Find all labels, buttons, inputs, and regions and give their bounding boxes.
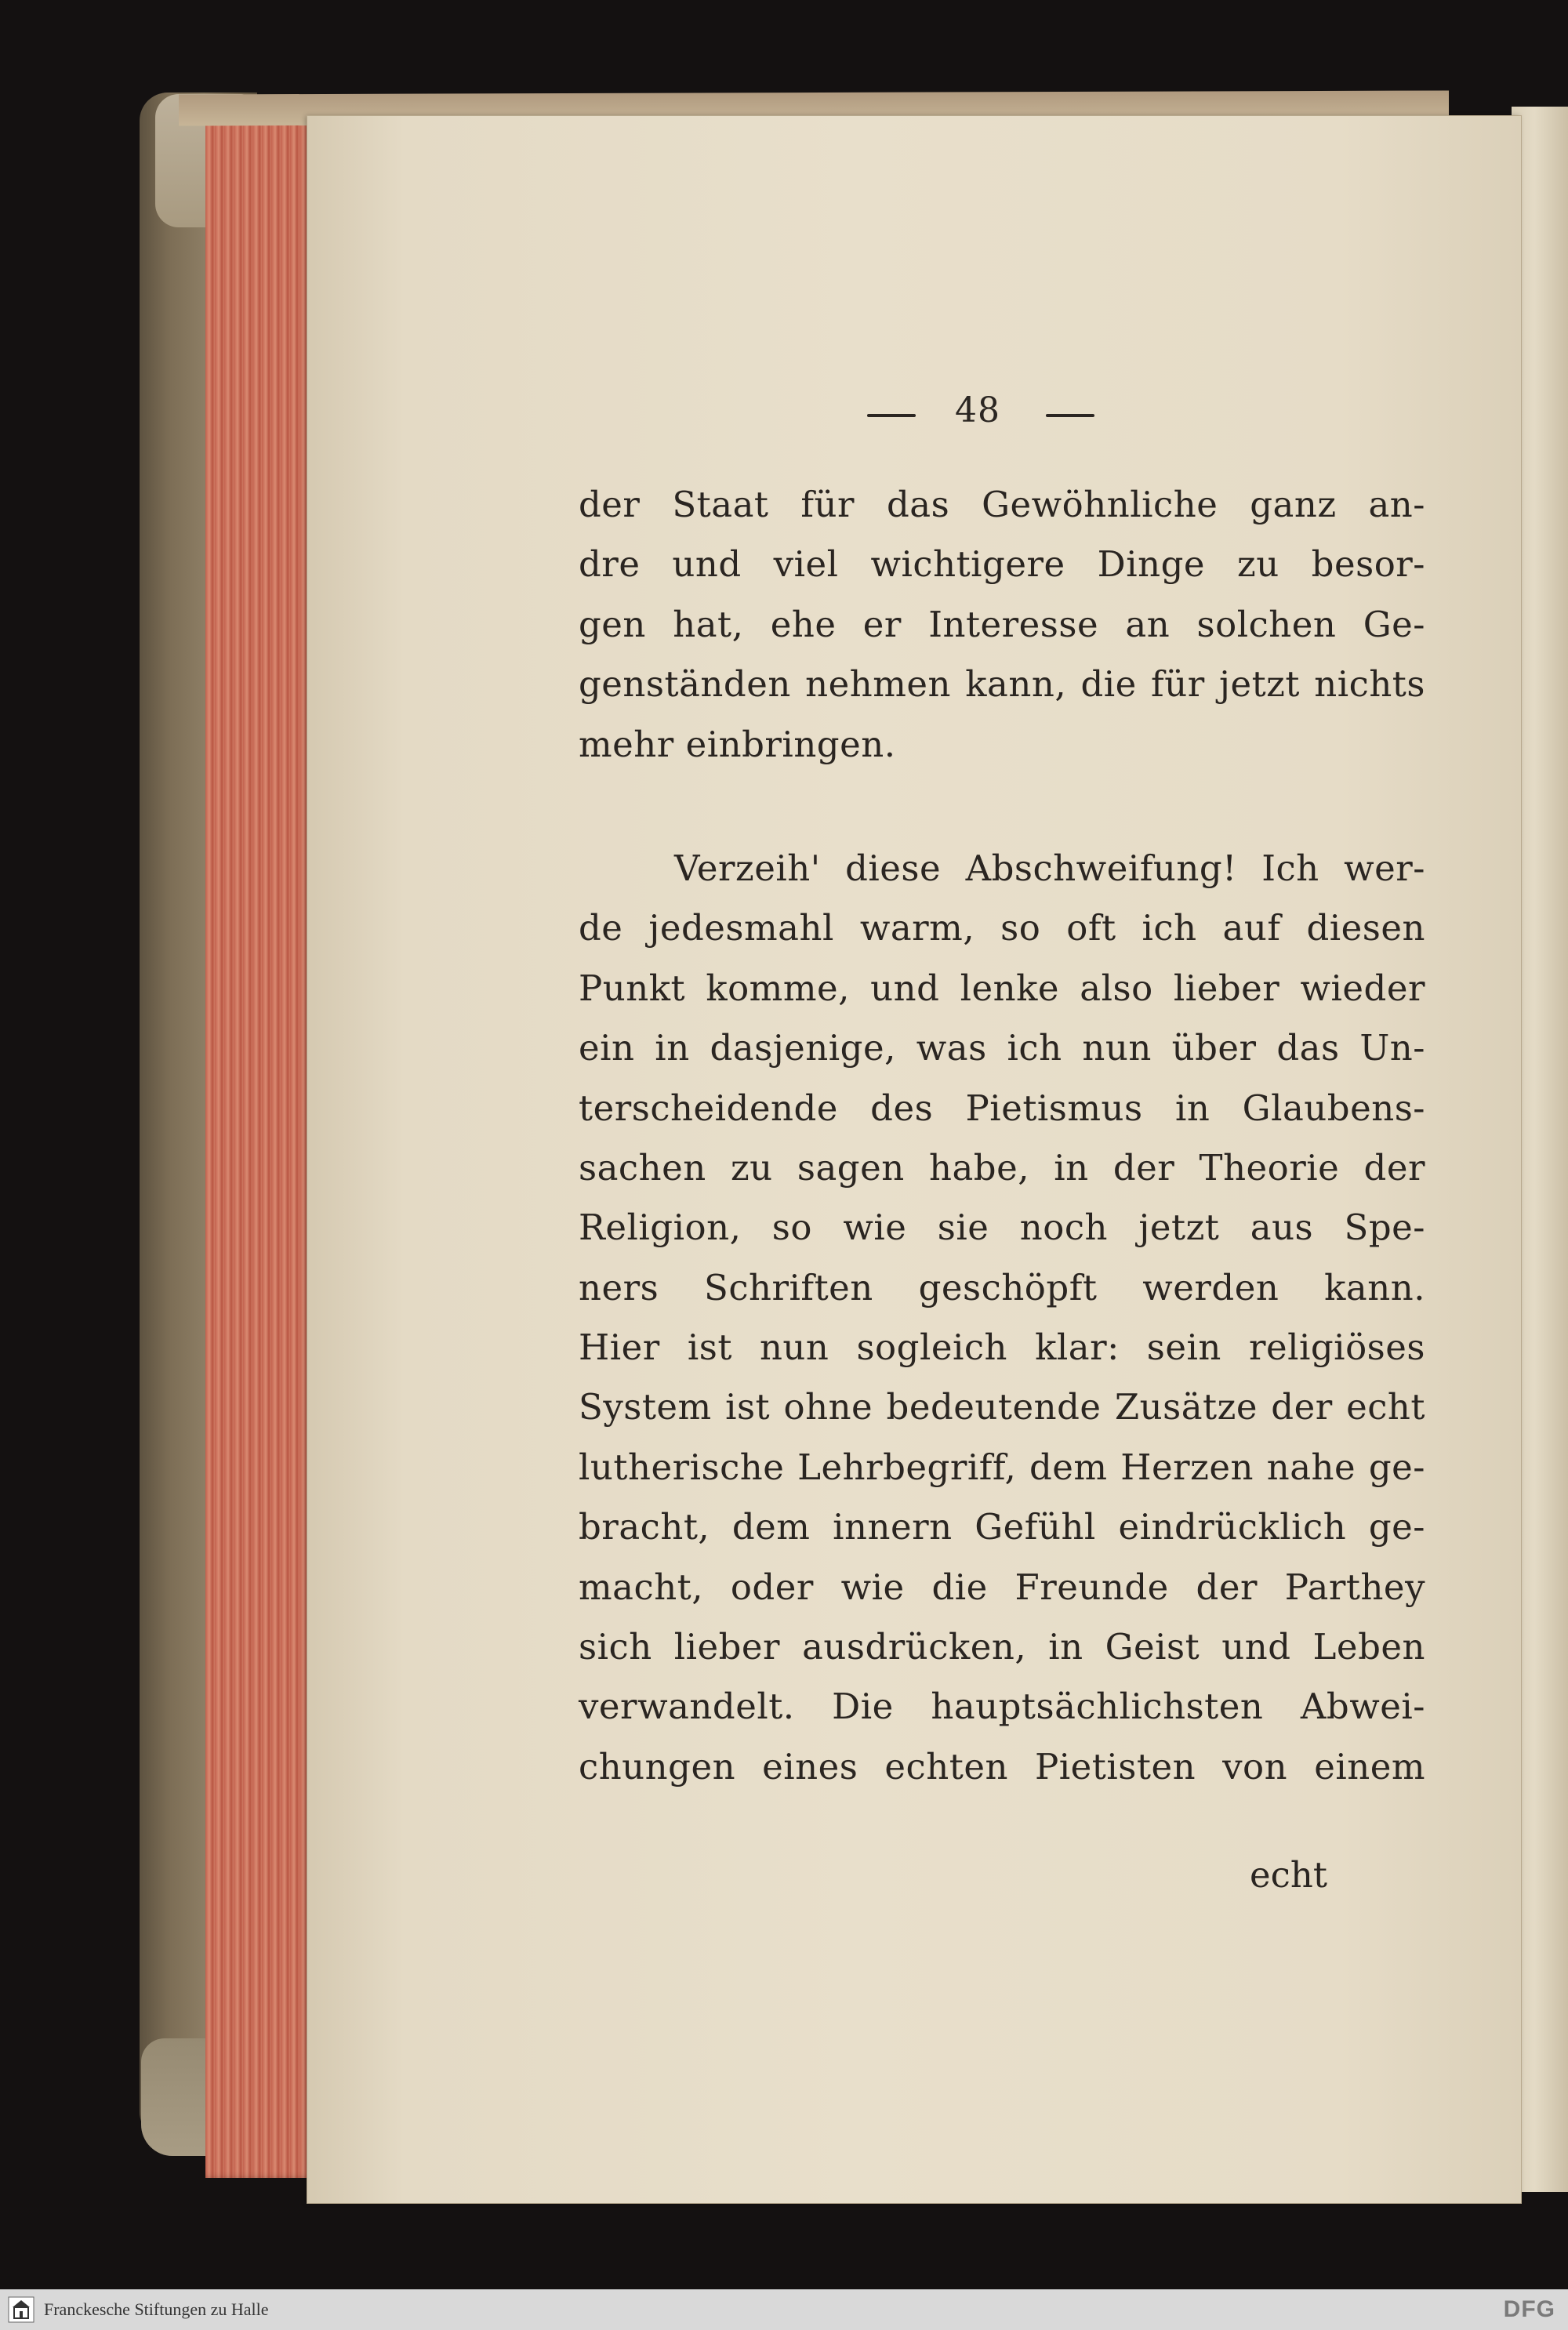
page-number-header [861,390,1096,445]
text-line: Hier ist nun sogleich klar: sein religiöses [579,1327,1425,1369]
dfg-label: DFG [1503,2296,1555,2322]
institution-logo-icon [8,2296,34,2323]
text-line: sich lieber ausdrücken, in Geist und Leben [579,1626,1425,1668]
text-line: macht, oder wie die Freunde der Parthey [579,1566,1425,1608]
text-line: ein in dasjenige, was ich nun über das Un- [579,1027,1425,1069]
text-line: sachen zu sagen habe, in der Theorie der [579,1146,1425,1189]
dash-left [867,414,916,417]
catchword: echt [1250,1854,1327,1896]
text-line: dre und viel wichtigere Dinge zu besor- [579,543,1425,586]
text-line: genständen nehmen kann, die für jetzt nichts [579,663,1425,706]
text-line: chungen eines echten Pietisten von einem [579,1745,1425,1787]
text-line: terscheidende des Pietismus in Glaubens- [579,1087,1425,1129]
text-line: verwandelt. Die hauptsächlichsten Abwei- [579,1686,1425,1728]
paragraph-gap [579,775,1425,839]
text-line: de jedesmahl warm, so oft ich auf diesen [579,907,1425,949]
page-number: 48 [955,390,1000,430]
dash-right [1046,414,1094,417]
text-line: Verzeih' diese Abschweifung! Ich wer- [674,847,1425,889]
text-line: System ist ohne bedeutende Zusätze der echt [579,1386,1425,1428]
body-text [579,475,1425,1797]
viewer-footer-bar [0,2289,1568,2330]
text-line: lutherische Lehrbegriff, dem Herzen nahe ge- [579,1446,1425,1488]
text-line: bracht, dem innern Gefühl eindrücklich ge- [579,1506,1425,1548]
institution-label: Franckesche Stiftungen zu Halle [44,2299,269,2319]
text-line: mehr einbringen. [579,723,896,765]
text-line: Punkt komme, und lenke also lieber wieder [579,967,1425,1009]
text-line: gen hat, ehe er Interesse an solchen Ge- [579,603,1425,645]
red-page-edges [205,110,323,2178]
text-line: ners Schriften geschöpft werden kann. [579,1266,1425,1308]
text-line: Religion, so wie sie noch jetzt aus Spe- [579,1207,1425,1249]
text-line: der Staat für das Gewöhnliche ganz an- [579,484,1425,525]
